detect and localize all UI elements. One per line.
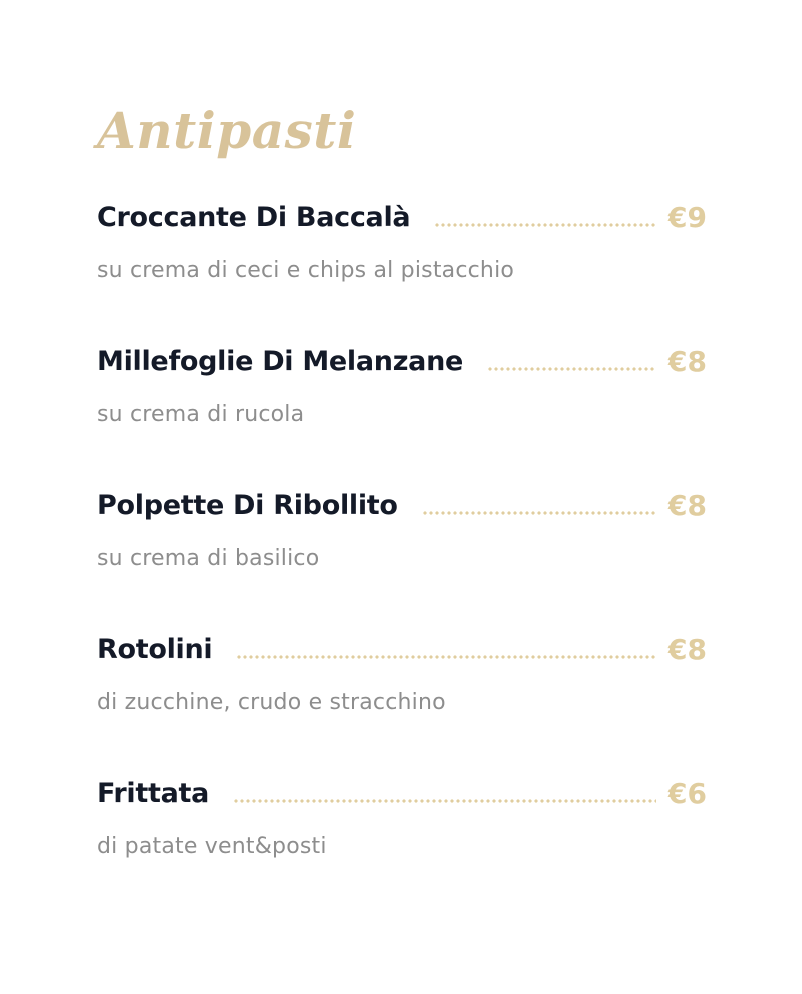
menu-item-price: €8 xyxy=(668,632,707,666)
menu-item-header xyxy=(97,487,707,523)
menu-item-header xyxy=(97,199,707,235)
menu-items-list xyxy=(97,200,707,936)
menu-item-header xyxy=(97,775,707,811)
menu-item-price: €9 xyxy=(668,200,707,234)
menu-item-description: su crema di basilico xyxy=(97,546,320,571)
dotted-leader xyxy=(487,343,656,379)
menu-item-name: Frittata xyxy=(97,777,210,809)
menu-item-name: Millefoglie Di Melanzane xyxy=(97,345,464,377)
menu-section xyxy=(97,98,707,936)
menu-item-description: su crema di rucola xyxy=(97,402,305,427)
menu-item-price: €6 xyxy=(668,776,707,810)
menu-item-header xyxy=(97,631,707,667)
menu-item-price: €8 xyxy=(668,344,707,378)
dotted-leader xyxy=(422,487,656,523)
menu-item xyxy=(97,200,707,360)
dotted-leader xyxy=(434,199,656,235)
dotted-leader xyxy=(233,775,656,811)
menu-item xyxy=(97,344,707,504)
menu-item-description: di zucchine, crudo e stracchino xyxy=(97,690,446,715)
menu-item-description: su crema di ceci e chips al pistacchio xyxy=(97,258,515,283)
menu-item-description: di patate vent&posti xyxy=(97,834,327,859)
menu-item-header xyxy=(97,343,707,379)
section-title: Antipasti xyxy=(97,101,357,160)
menu-item xyxy=(97,776,707,936)
menu-item-name: Polpette Di Ribollito xyxy=(97,489,398,521)
menu-item-price: €8 xyxy=(668,488,707,522)
menu-item xyxy=(97,488,707,648)
menu-item-name: Croccante Di Baccalà xyxy=(97,201,411,233)
menu-item-name: Rotolini xyxy=(97,633,213,665)
menu-item xyxy=(97,632,707,792)
dotted-leader xyxy=(236,631,656,667)
